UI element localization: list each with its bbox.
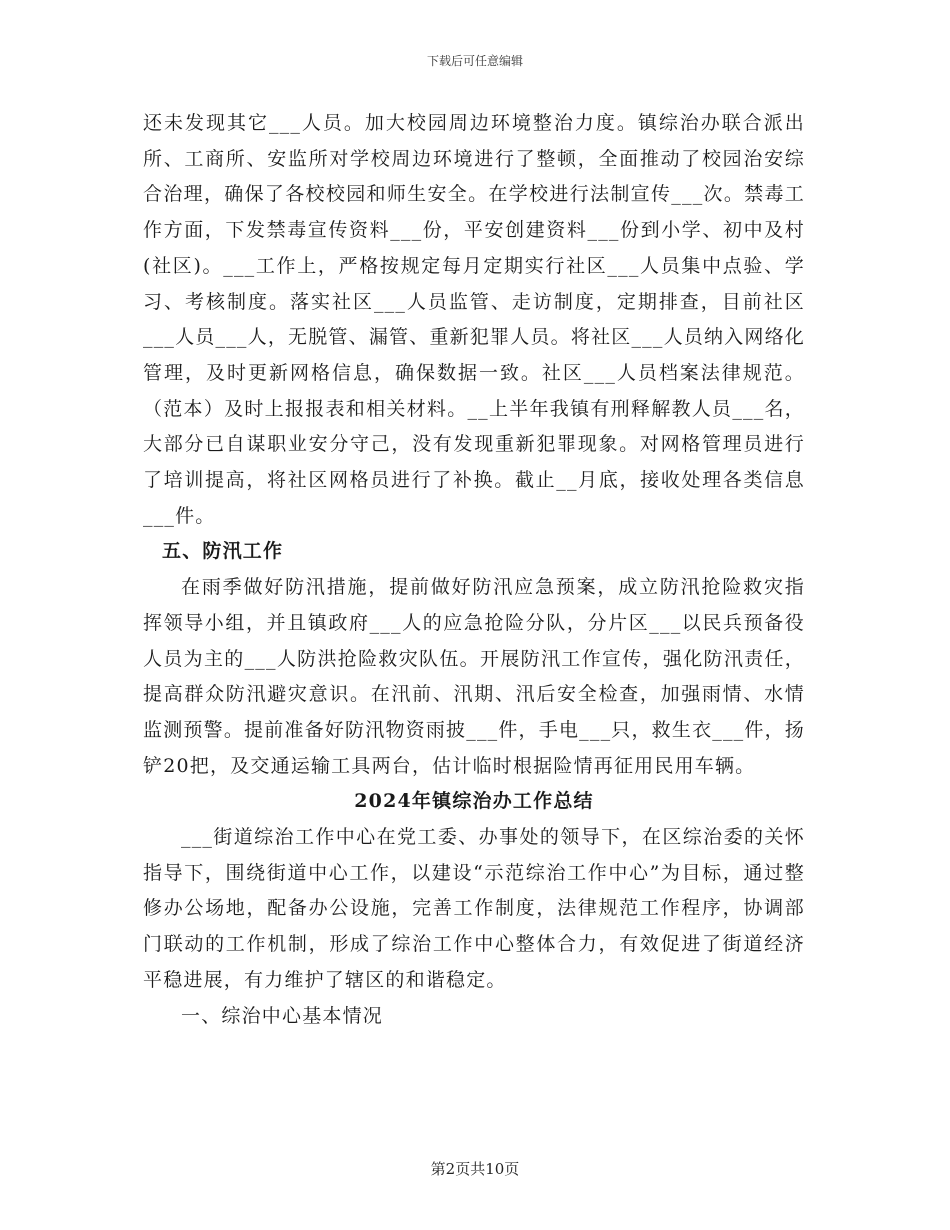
paragraph-intro: ___街道综治工作中心在党工委、办事处的领导下，在区综治委的关怀指导下，围绕街道中心工作，以建设“示范综治工作中心”为目标，通过整修办公场地，配备办公设施，完善工作制度，法律规范工作程序，协调部门联动的工作机制，形成了综治工作中心整体合力，有效促进了街道经济平稳进展，有力维护了辖区的和谐稳定。 xyxy=(143,826,805,991)
page-number: 第2页共10页 xyxy=(430,1160,520,1178)
document-body xyxy=(143,106,805,1034)
paragraph-flood-control: 在雨季做好防汛措施，提前做好防汛应急预案，成立防汛抢险救灾指挥领导小组，并且镇政府___人的应急抢险分队，分片区___以民兵预备役人员为主的___人防洪抢险救灾队伍。开展防汛工作宣传，强化防汛责任，提高群众防汛避灾意识。在汛前、汛期、汛后安全检查，加强雨情、水情监测预警。提前准备好防汛物资雨披___件，手电___只，救生衣___件，扬铲20把，及交通运输工具两台，估计临时根据险情再征用民用车辆。 xyxy=(143,576,805,777)
paragraph-continued: 还未发现其它___人员。加大校园周边环境整治力度。镇综治办联合派出所、工商所、安监所对学校周边环境进行了整顿，全面推动了校园治安综合治理，确保了各校校园和师生安全。在学校进行法制宣传___次。禁毒工作方面，下发禁毒宣传资料___份，平安创建资料___份到小学、初中及村(社区)。___工作上，严格按规定每月定期实行社区___人员集中点验、学习、考核制度。落实社区___人员监管、走访制度，定期排查，目前社区___人员___人，无脱管、漏管、重新犯罪人员。将社区___人员纳入网络化管理，及时更新网格信息，确保数据一致。社区___人员档案法律规范。（范本）及时上报报表和相关材料。__上半年我镇有刑释解教人员___名，大部分已自谋职业安分守己，没有发现重新犯罪现象。对网格管理员进行了培训提高，将社区网格员进行了补换。截止__月底，接收处理各类信息___件。 xyxy=(143,112,805,527)
section-heading-basic-info: 一、综治中心基本情况 xyxy=(181,1004,384,1027)
section-heading-flood-control: 五、防汛工作 xyxy=(162,540,284,563)
document-title: 2024年镇综治办工作总结 xyxy=(354,790,594,813)
page-header: 下载后可任意编辑 xyxy=(426,54,523,68)
